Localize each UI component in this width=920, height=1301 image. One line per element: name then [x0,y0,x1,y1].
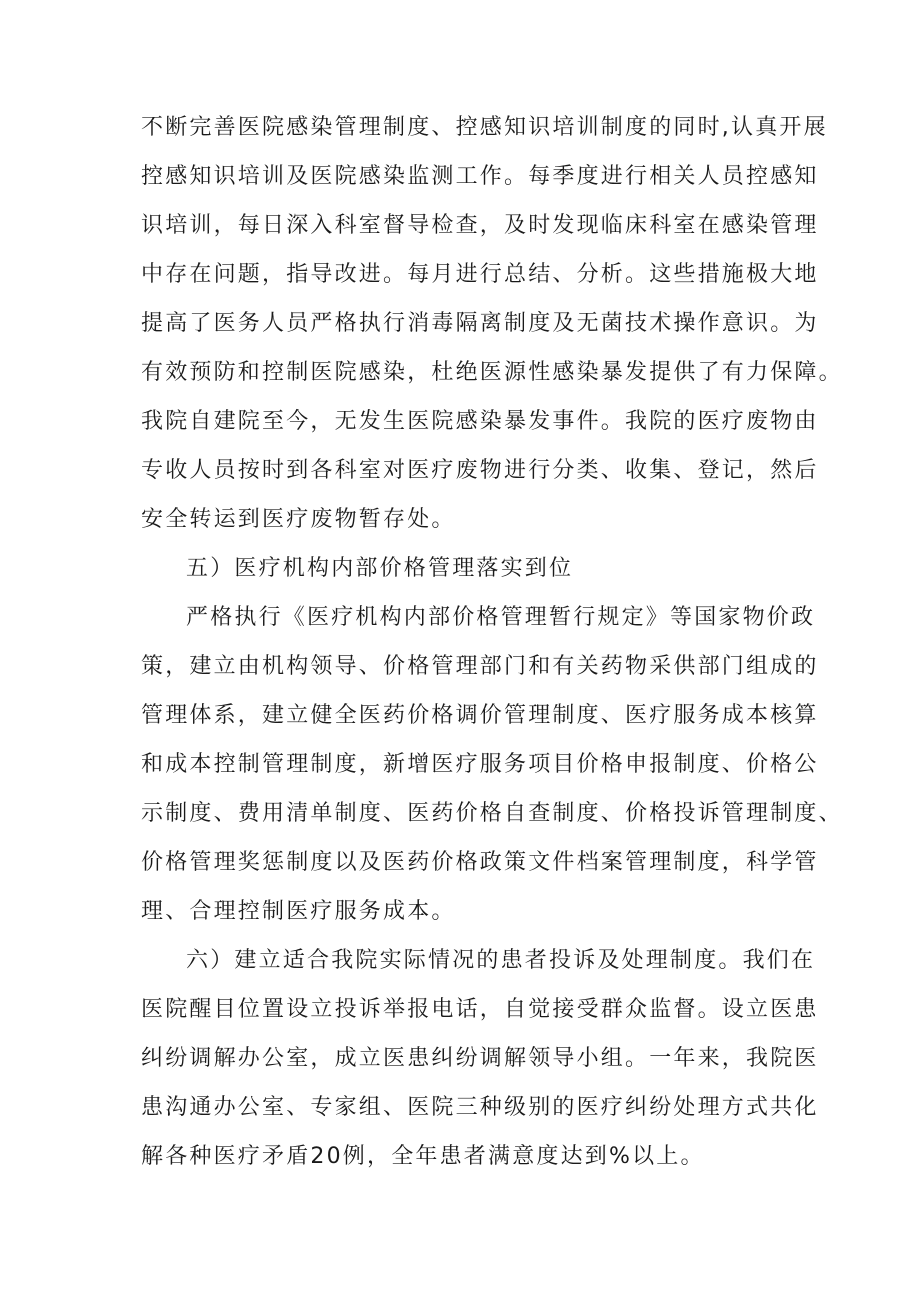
text-line: 有效预防和控制医院感染，杜绝医源性感染暴发提供了有力保障。 [141,360,843,385]
section-heading: 五）医疗机构内部价格管理落实到位 [186,556,574,581]
text-line: 管理体系，建立健全医药价格调价管理制度、医疗服务成本核算 [141,703,819,728]
text-line: 价格管理奖惩制度以及医药价格政策文件档案管理制度，科学管 [141,850,819,875]
text-line: 患沟通办公室、专家组、医院三种级别的医疗纠纷处理方式共化 [141,1095,819,1120]
text-line: 解各种医疗矛盾20例，全年患者满意度达到%以上。 [141,1144,705,1169]
text-line: 识培训，每日深入科室督导检查，及时发现临床科室在感染管理 [141,213,819,238]
text-line: 中存在问题，指导改进。每月进行总结、分析。这些措施极大地 [141,262,819,287]
text-line: 和成本控制管理制度，新增医疗服务项目价格申报制度、价格公 [141,752,819,777]
text-line: 示制度、费用清单制度、医药价格自查制度、价格投诉管理制度、 [141,801,843,826]
text-line: 专收人员按时到各科室对医疗废物进行分类、收集、登记，然后 [141,458,819,483]
text-line: 不断完善医院感染管理制度、控感知识培训制度的同时,认真开展 [141,115,828,140]
text-line: 医院醒目位置设立投诉举报电话，自觉接受群众监督。设立医患 [141,997,819,1022]
text-line: 控感知识培训及医院感染监测工作。每季度进行相关人员控感知 [141,164,819,189]
text-line: 策，建立由机构领导、价格管理部门和有关药物采供部门组成的 [141,654,819,679]
text-line: 提高了医务人员严格执行消毒隔离制度及无菌技术操作意识。为 [141,311,819,336]
text-line: 严格执行《医疗机构内部价格管理暂行规定》等国家物价政 [186,605,816,630]
text-line: 理、合理控制医疗服务成本。 [141,899,456,924]
section-heading: 六）建立适合我院实际情况的患者投诉及处理制度。我们在 [186,948,816,973]
text-line: 安全转运到医疗废物暂存处。 [141,507,456,532]
text-line: 纠纷调解办公室，成立医患纠纷调解领导小组。一年来，我院医 [141,1046,819,1071]
text-line: 我院自建院至今，无发生医院感染暴发事件。我院的医疗废物由 [141,409,819,434]
